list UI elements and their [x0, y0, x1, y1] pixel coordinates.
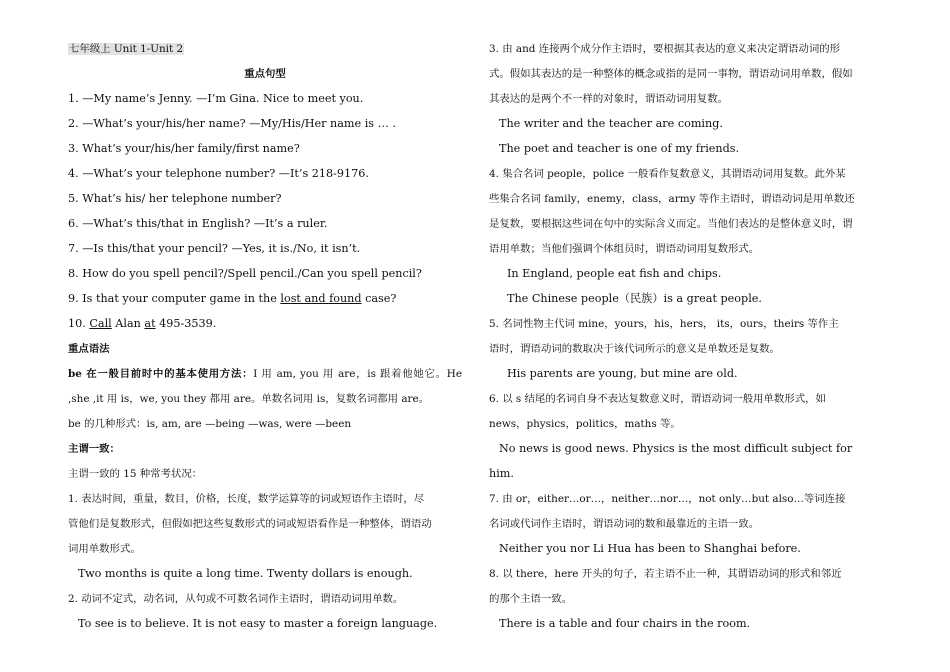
rule-3-line-2: 式。假如其表达的是一种整体的概念或指的是同一事物，谓语动词用单数，假如 [489, 68, 853, 80]
rule-7-line-2: 名词或代词作主语时，谓语动词的数和最靠近的主语一致。 [489, 518, 760, 530]
sentence-8: 8. How do you spell pencil?/Spell pencil./Can you spell pencil? [68, 267, 422, 280]
rule-6-line-1: 6. 以 s 结尾的名词自身不表达复数意义时，谓语动词一般用单数形式，如 [489, 393, 826, 405]
rule-1-line-2: 管他们是复数形式，但假如把这些复数形式的词或短语看作是一种整体，谓语动 [68, 518, 432, 530]
sentence-2: 2. —What’s your/his/her name? —My/His/Her name is … . [68, 117, 396, 130]
section-heading-key-grammar: 重点语法 [68, 343, 110, 355]
rule-4-line-4: 语用单数；当他们强调个体组员时，谓语动词用复数形式。 [489, 243, 760, 255]
section-heading-agreement: 主谓一致： [68, 443, 120, 455]
example-1: Two months is quite a long time. Twenty dollars is enough. [78, 567, 413, 580]
section-heading-key-sentences: 重点句型 [244, 68, 286, 80]
be-rule-text: I 用 am, you 用 are，is 跟着他她它。He [253, 368, 462, 380]
rule-8-line-1: 8. 以 there，here 开头的句子，若主语不止一种，其谓语动词的形式和邻近 [489, 568, 842, 580]
be-rule-line-1 [68, 362, 462, 386]
example-2: To see is to believe. It is not easy to master a foreign language. [78, 617, 438, 630]
be-rule-heading: be 在一般目前时中的基本使用方法： [68, 368, 254, 380]
document-title [68, 37, 462, 61]
example-8: There is a table and four chairs in the room. [499, 617, 751, 630]
be-forms-line: be 的几种形式：is, am, are —being —was, were —been [68, 418, 352, 430]
sentence-9-end: case? [361, 292, 397, 305]
sentence-10-underlined-call: Call [89, 317, 112, 330]
rule-7-line-1: 7. 由 or，either…or…，neither…nor…，not only…but also…等词连接 [489, 493, 846, 505]
rule-4-line-3: 是复数，要根据这些词在句中的实际含义而定。当他们表达的是整体意义时，谓 [489, 218, 853, 230]
sentence-10-underlined-at: at [144, 317, 156, 330]
sentence-6: 6. —What’s this/that in English? —It’s a ruler. [68, 217, 328, 230]
rule-6-line-2: news，physics，politics，maths 等。 [489, 418, 681, 430]
sentence-7: 7. —Is this/that your pencil? —Yes, it is./No, it isn’t. [68, 242, 361, 255]
example-5: His parents are young, but mine are old. [507, 367, 738, 380]
example-7: Neither you nor Li Hua has been to Shanghai before. [499, 542, 801, 555]
agreement-intro: 主谓一致的 15 种常考状况： [68, 468, 203, 480]
sentence-10-end: 495-3539. [155, 317, 217, 330]
rule-4-line-1: 4. 集合名词 people，police 一般看作复数意义，其谓语动词用复数。此外某 [489, 168, 846, 180]
rule-3-line-1: 3. 由 and 连接两个成分作主语时，要根据其表达的意义来决定谓语动词的形 [489, 43, 841, 55]
rule-1-line-1: 1. 表达时间，重量，数目，价格，长度，数学运算等的词或短语作主语时，尽 [68, 493, 425, 505]
example-6-line-1: No news is good news. Physics is the most difficult subject for [499, 442, 853, 455]
sentence-1: 1. —My name’s Jenny. —I’m Gina. Nice to meet you. [68, 92, 364, 105]
sentence-4: 4. —What’s your telephone number? —It’s 218-9176. [68, 167, 369, 180]
rule-2: 2. 动词不定式，动名词，从句或不可数名词作主语时，谓语动词用单数。 [68, 593, 404, 605]
sentence-10-start: 10. [68, 317, 90, 330]
rule-1-line-3: 词用单数形式。 [68, 543, 141, 555]
example-4b: The Chinese people（民族）is a great people. [507, 292, 762, 305]
title-highlight: 七年级上 Unit 1-Unit 2 [69, 43, 184, 55]
sentence-9-start: 9. Is that your computer game in the [68, 292, 281, 305]
sentence-9 [68, 287, 462, 311]
rule-5-line-2: 语时，谓语动词的数取决于该代词所示的意义是单数还是复数。 [489, 343, 780, 355]
sentence-5: 5. What’s his/ her telephone number? [68, 192, 282, 205]
rule-3-line-3: 其表达的是两个不一样的对象时，谓语动词用复数。 [489, 93, 728, 105]
sentence-10-mid: Alan [111, 317, 145, 330]
example-6-line-2: him. [489, 467, 514, 480]
example-3b: The poet and teacher is one of my friends. [499, 142, 740, 155]
sentence-10 [68, 312, 462, 336]
sentence-3: 3. What’s your/his/her family/first name? [68, 142, 300, 155]
rule-4-line-2: 些集合名词 family，enemy，class，army 等作主语时，谓语动词是用单数还 [489, 193, 855, 205]
be-rule-line-2: ,she ,it 用 is，we, you they 都用 are。单数名词用 is，复数名词都用 are。 [68, 393, 430, 405]
sentence-9-underlined: lost and found [280, 292, 362, 305]
example-3a: The writer and the teacher are coming. [499, 117, 723, 130]
rule-8-line-2: 的那个主语一致。 [489, 593, 573, 605]
example-4a: In England, people eat fish and chips. [507, 267, 722, 280]
rule-5-line-1: 5. 名词性物主代词 mine，yours，his，hers， its，ours，theirs 等作主 [489, 318, 839, 330]
